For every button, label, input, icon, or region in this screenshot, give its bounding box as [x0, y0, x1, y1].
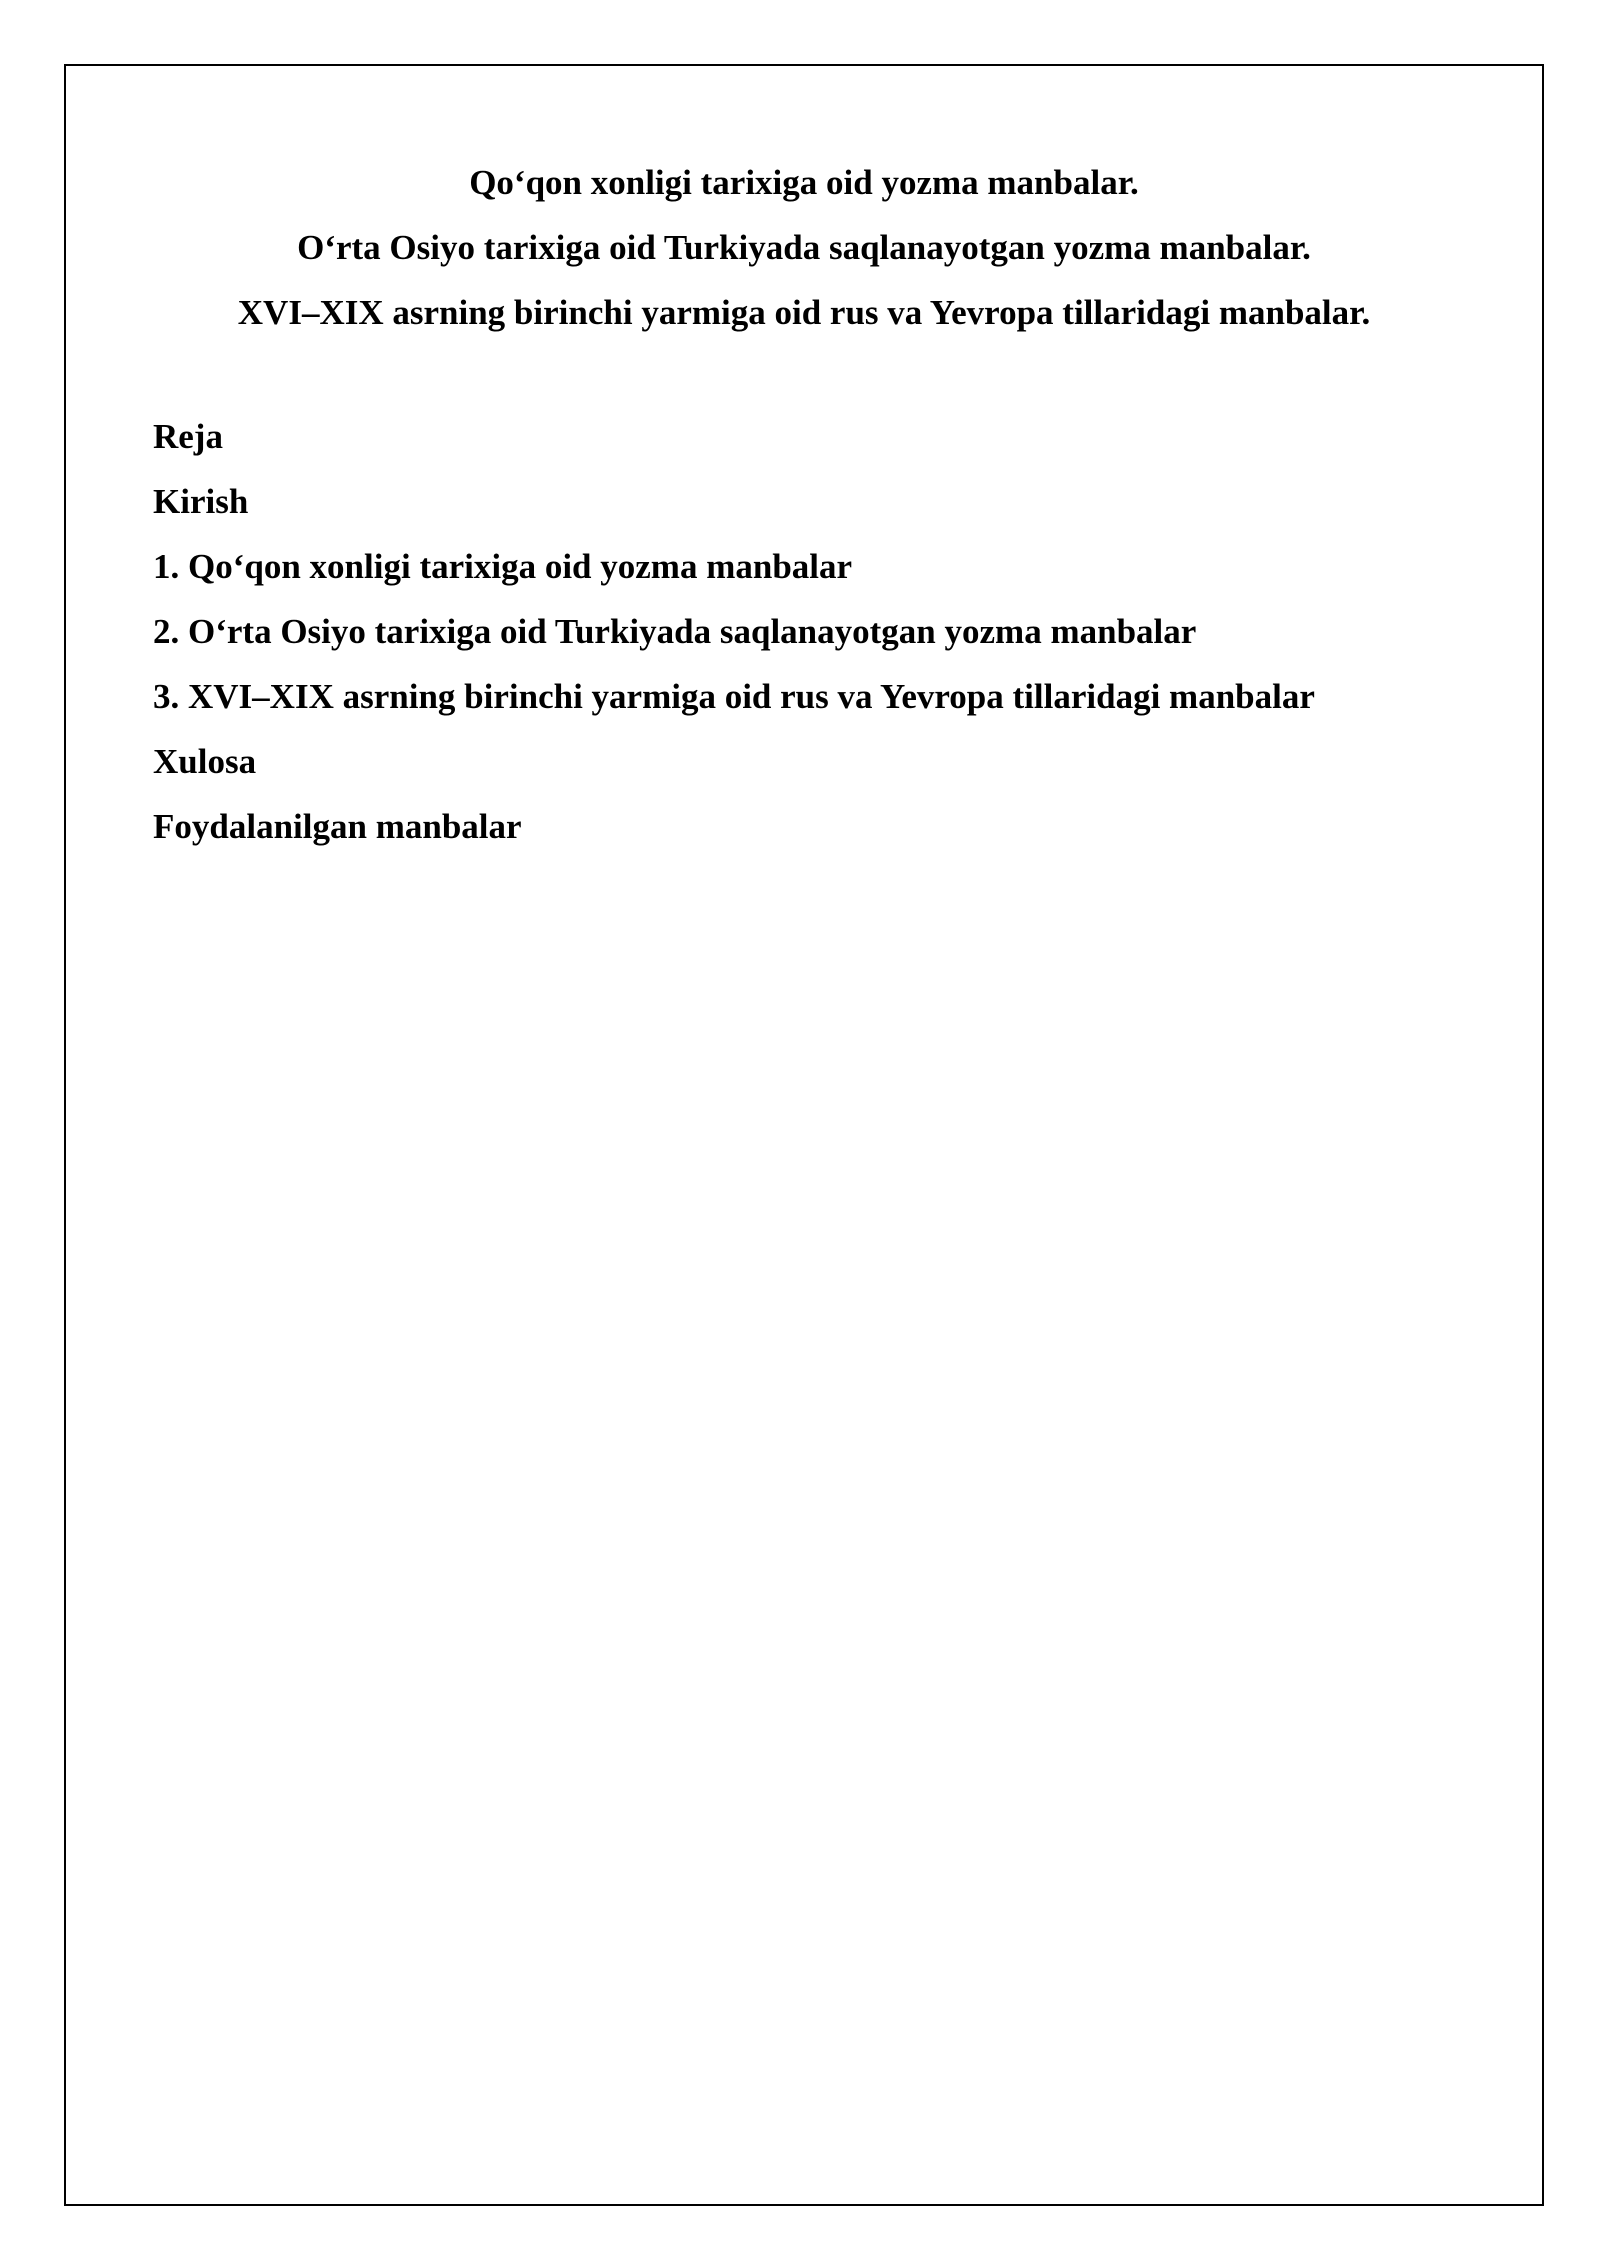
plan-introduction: Kirish	[153, 482, 249, 521]
document-title-block	[66, 150, 1542, 345]
page-border	[64, 64, 1544, 2206]
document-title-line-1: Qo‘qon xonligi tarixiga oid yozma manbalar.	[469, 163, 1139, 202]
plan-item-1: 1. Qo‘qon xonligi tarixiga oid yozma manbalar	[153, 547, 853, 586]
document-title-line-3: XVI–XIX asrning birinchi yarmiga oid rus va Yevropa tillaridagi manbalar.	[237, 293, 1371, 332]
document-title-line-2: O‘rta Osiyo tarixiga oid Turkiyada saqlanayotgan yozma manbalar.	[297, 228, 1311, 267]
plan-section	[153, 404, 1533, 859]
plan-references: Foydalanilgan manbalar	[153, 807, 522, 846]
plan-conclusion: Xulosa	[153, 742, 257, 781]
plan-heading: Reja	[153, 417, 223, 456]
plan-item-2: 2. O‘rta Osiyo tarixiga oid Turkiyada saqlanayotgan yozma manbalar	[153, 612, 1197, 651]
plan-item-3: 3. XVI–XIX asrning birinchi yarmiga oid rus va Yevropa tillaridagi manbalar	[153, 677, 1315, 716]
